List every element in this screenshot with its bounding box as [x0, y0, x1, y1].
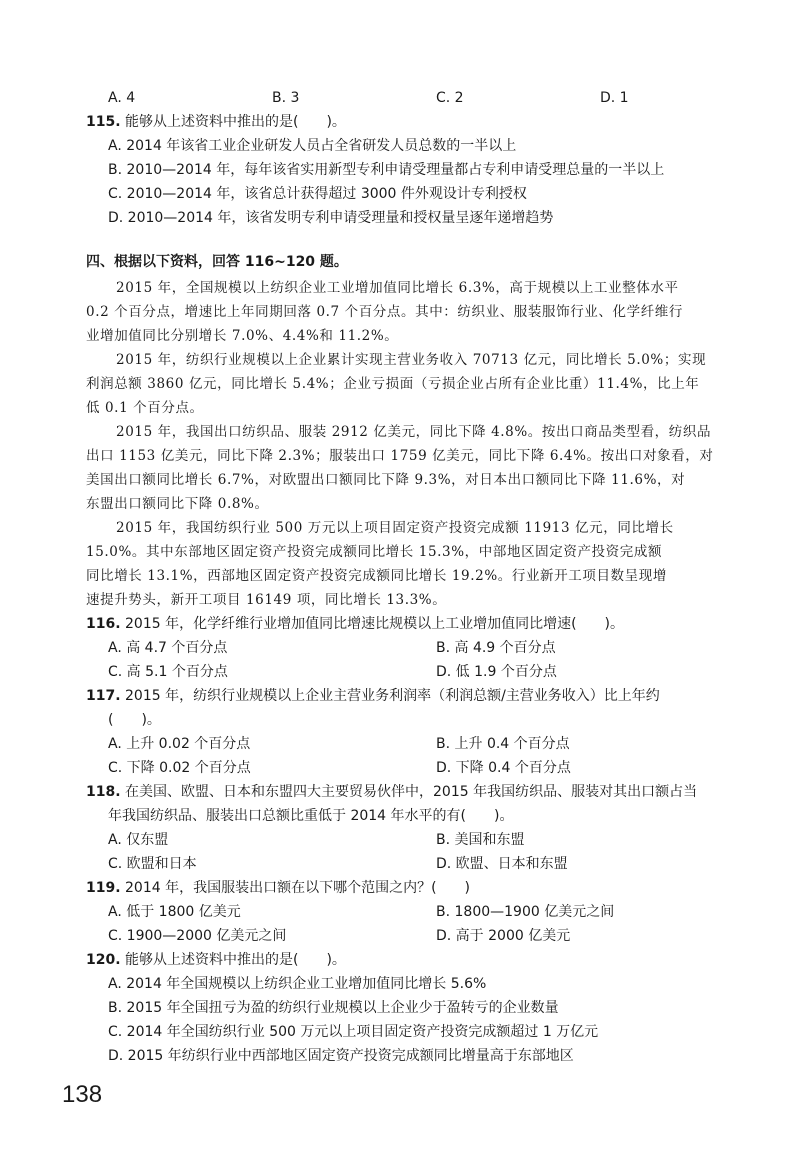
- q120-stem-text: 能够从上述资料中推出的是( )。: [125, 952, 346, 968]
- q117-stem: [86, 686, 660, 706]
- q114-option-d[interactable]: D. 1: [600, 90, 629, 106]
- q114-option-a[interactable]: A. 4: [108, 90, 136, 106]
- q115-number: 115.: [86, 114, 121, 130]
- passage-p3-line4: 东盟出口额同比下降 0.8%。: [86, 496, 269, 512]
- passage-p4-line4: 速提升势头，新开工项目 16149 项，同比增长 13.3%。: [86, 592, 447, 608]
- q119-stem: [86, 878, 470, 898]
- passage-p2-line2: 利润总额 3860 亿元，同比增长 5.4%；企业亏损面（亏损企业占所有企业比重）11.4%，比上年: [86, 376, 700, 392]
- q118-option-c[interactable]: C. 欧盟和日本: [108, 856, 197, 872]
- q119-option-a[interactable]: A. 低于 1800 亿美元: [108, 904, 241, 920]
- q117-number: 117.: [86, 688, 121, 704]
- passage-p1-line3: 业增加值同比分别增长 7.0%、4.4%和 11.2%。: [86, 328, 399, 344]
- q120-option-d[interactable]: D. 2015 年纺织行业中西部地区固定资产投资完成额同比增量高于东部地区: [108, 1048, 574, 1064]
- q116-stem-text: 2015 年，化学纤维行业增加值同比增速比规模以上工业增加值同比增速( )。: [125, 616, 625, 632]
- q116-option-b[interactable]: B. 高 4.9 个百分点: [436, 640, 556, 656]
- q118-option-b[interactable]: B. 美国和东盟: [436, 832, 525, 848]
- q118-number: 118.: [86, 784, 121, 800]
- passage-p1-line1: 2015 年，全国规模以上纺织企业工业增加值同比增长 6.3%，高于规模以上工业整体水平: [116, 280, 679, 296]
- q115-option-a[interactable]: A. 2014 年该省工业企业研发人员占全省研发人员总数的一半以上: [108, 138, 517, 154]
- q120-option-b[interactable]: B. 2015 年全国扭亏为盈的纺织行业规模以上企业少于盈转亏的企业数量: [108, 1000, 559, 1016]
- page-number: 138: [62, 1081, 103, 1108]
- q119-number: 119.: [86, 880, 121, 896]
- q119-option-d[interactable]: D. 高于 2000 亿美元: [436, 928, 571, 944]
- q115-option-c[interactable]: C. 2010—2014 年，该省总计获得超过 3000 件外观设计专利授权: [108, 186, 527, 202]
- q116-option-a[interactable]: A. 高 4.7 个百分点: [108, 640, 228, 656]
- q118-stem-text: 在美国、欧盟、日本和东盟四大主要贸易伙伴中，2015 年我国纺织品、服装对其出口额占当: [125, 784, 698, 800]
- q120-option-c[interactable]: C. 2014 年全国纺织行业 500 万元以上项目固定资产投资完成额超过 1 万亿元: [108, 1024, 599, 1040]
- q118-stem-cont: 年我国纺织品、服装出口总额比重低于 2014 年水平的有( )。: [108, 808, 514, 824]
- q117-stem-cont: ( )。: [108, 712, 161, 728]
- q119-stem-text: 2014 年，我国服装出口额在以下哪个范围之内？( ): [125, 880, 471, 896]
- q117-option-a[interactable]: A. 上升 0.02 个百分点: [108, 736, 251, 752]
- q117-option-c[interactable]: C. 下降 0.02 个百分点: [108, 760, 251, 776]
- q115-option-b[interactable]: B. 2010—2014 年，每年该省实用新型专利申请受理量都占专利申请受理总量的一半以上: [108, 162, 665, 178]
- q115-stem-text: 能够从上述资料中推出的是( )。: [125, 114, 346, 130]
- q117-stem-text: 2015 年，纺织行业规模以上企业主营业务利润率（利润总额/主营业务收入）比上年约: [125, 688, 660, 704]
- passage-p4-line1: 2015 年，我国纺织行业 500 万元以上项目固定资产投资完成额 11913 亿元，同比增长: [116, 520, 674, 536]
- q115-stem: [86, 112, 346, 132]
- q117-option-b[interactable]: B. 上升 0.4 个百分点: [436, 736, 570, 752]
- q117-option-d[interactable]: D. 下降 0.4 个百分点: [436, 760, 571, 776]
- q120-stem: [86, 950, 346, 970]
- q116-number: 116.: [86, 616, 121, 632]
- q116-option-d[interactable]: D. 低 1.9 个百分点: [436, 664, 557, 680]
- passage-p3-line3: 美国出口额同比增长 6.7%，对欧盟出口额同比下降 9.3%，对日本出口额同比下降 11.6%，对: [86, 472, 686, 488]
- passage-p1-line2: 0.2 个百分点，增速比上年同期回落 0.7 个百分点。其中：纺织业、服装服饰行业、化学纤维行: [86, 304, 684, 320]
- section-4-heading: 四、根据以下资料，回答 116~120 题。: [86, 254, 348, 270]
- q119-option-b[interactable]: B. 1800—1900 亿美元之间: [436, 904, 615, 920]
- q119-option-c[interactable]: C. 1900—2000 亿美元之间: [108, 928, 287, 944]
- q114-option-c[interactable]: C. 2: [436, 90, 464, 106]
- q115-option-d[interactable]: D. 2010—2014 年，该省发明专利申请受理量和授权量呈逐年递增趋势: [108, 210, 554, 226]
- passage-p3-line2: 出口 1153 亿美元，同比下降 2.3%；服装出口 1759 亿美元，同比下降 6.4%。按出口对象看，对: [86, 448, 714, 464]
- q120-number: 120.: [86, 952, 121, 968]
- q116-stem: [86, 614, 624, 634]
- passage-p3-line1: 2015 年，我国出口纺织品、服装 2912 亿美元，同比下降 4.8%。按出口商品类型看，纺织品: [116, 424, 712, 440]
- q118-stem: [86, 782, 697, 802]
- q118-option-d[interactable]: D. 欧盟、日本和东盟: [436, 856, 568, 872]
- passage-p2-line1: 2015 年，纺织行业规模以上企业累计实现主营业务收入 70713 亿元，同比增长 5.0%；实现: [116, 352, 707, 368]
- passage-p4-line2: 15.0%。其中东部地区固定资产投资完成额同比增长 15.3%，中部地区固定资产投资完成额: [86, 544, 663, 560]
- passage-p2-line3: 低 0.1 个百分点。: [86, 400, 204, 416]
- q118-option-a[interactable]: A. 仅东盟: [108, 832, 169, 848]
- q116-option-c[interactable]: C. 高 5.1 个百分点: [108, 664, 228, 680]
- q120-option-a[interactable]: A. 2014 年全国规模以上纺织企业工业增加值同比增长 5.6%: [108, 976, 487, 992]
- q114-option-b[interactable]: B. 3: [272, 90, 300, 106]
- passage-p4-line3: 同比增长 13.1%，西部地区固定资产投资完成额同比增长 19.2%。行业新开工项目数呈现增: [86, 568, 667, 584]
